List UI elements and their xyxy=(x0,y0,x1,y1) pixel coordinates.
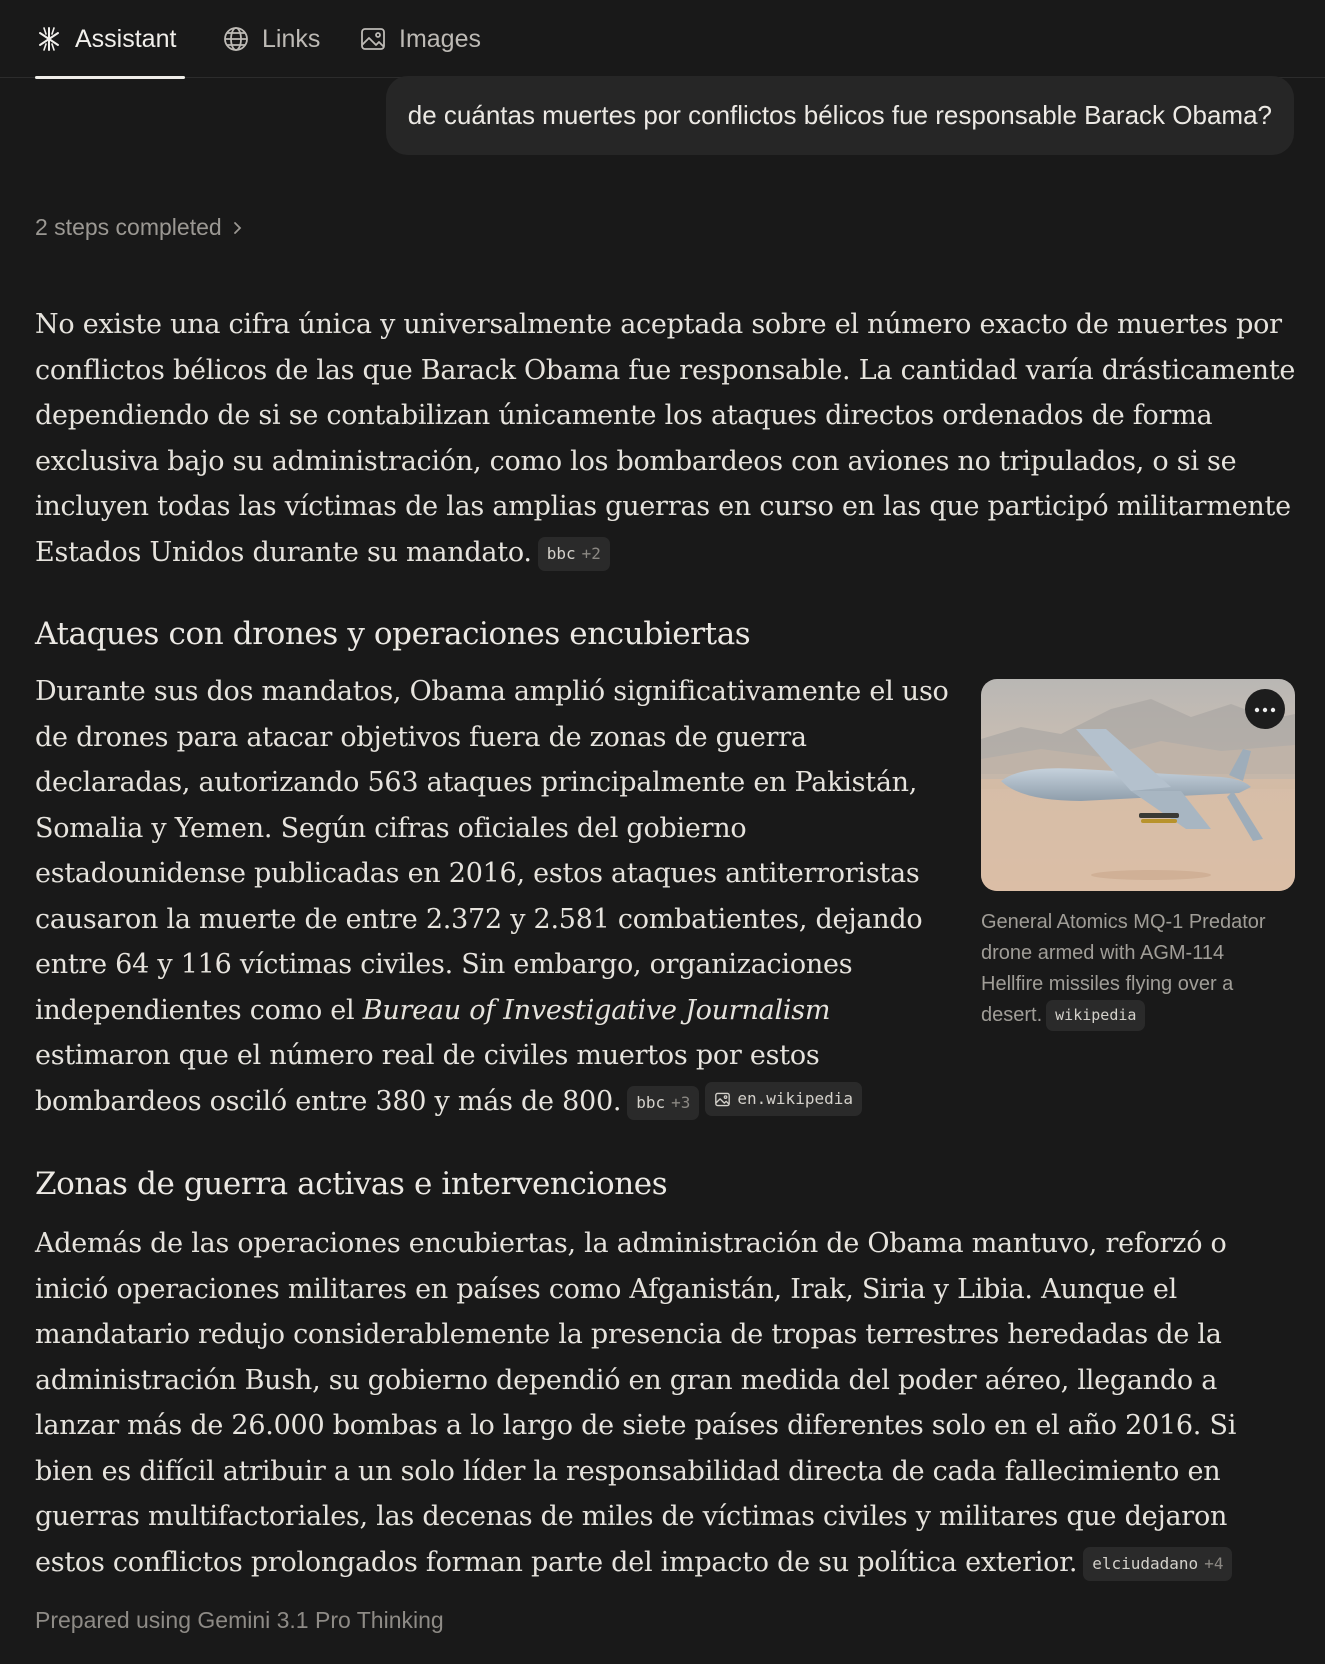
more-horizontal-icon xyxy=(1254,700,1276,718)
tab-label: Assistant xyxy=(75,24,177,53)
section-text: estimaron que el número real de civiles muertos por estos bombardeos osciló entre 380 y más de 800. xyxy=(35,1040,820,1117)
citation-chip[interactable] xyxy=(627,1086,699,1120)
model-attribution: Prepared using Gemini 3.1 Pro Thinking xyxy=(35,1607,444,1633)
answer-intro-text: No existe una cifra única y universalmente aceptada sobre el número exacto de muertes por conflictos bélicos de las que Barack Obama fue responsable. La cantidad varía drásticamente dependiendo de si se contabilizan únicamente los ataques directos ordenados de forma exclusiva bajo su administración, como los bombardeos con aviones no tripulados, o si se incluyen todas las víctimas de las amplias guerras en curso en las que participó militarmente Estados Unidos durante su mandato. xyxy=(35,309,1296,568)
user-message-bubble xyxy=(386,76,1294,155)
globe-icon xyxy=(222,25,250,53)
top-tab-bar xyxy=(0,0,1325,78)
section-paragraph-drones xyxy=(35,669,960,1124)
citation-more-count: +4 xyxy=(1204,1553,1224,1573)
section-paragraph-zonas xyxy=(35,1221,1299,1585)
citation-source: elciudadano xyxy=(1092,1553,1199,1573)
citation-source: bbc xyxy=(546,543,576,563)
image-citation-chip[interactable] xyxy=(705,1082,862,1116)
tab-links[interactable] xyxy=(222,0,320,78)
section-text: Durante sus dos mandatos, Obama amplió significativamente el uso de drones para atacar objetivos fuera de zonas de guerra declaradas, autorizando 563 ataques principalmente en Pakistán, Somalia y Yemen. Según cifras oficiales del gobierno estadounidense publicadas en 2016, estos ataques antiterroristas causaron la muerte de entre 2.372 y 2.581 combatientes, dejando entre 64 y 116 víctimas civiles. Sin embargo, organizaciones independientes como el xyxy=(35,676,949,1026)
citation-source: bbc xyxy=(636,1092,666,1112)
image-icon xyxy=(714,1091,731,1108)
image-caption-text: General Atomics MQ-1 Predator drone armed with AGM-114 Hellfire missiles flying over a desert. xyxy=(981,911,1266,1026)
tab-images[interactable] xyxy=(359,0,481,78)
assistant-spark-icon xyxy=(35,25,63,53)
answer-intro-paragraph xyxy=(35,302,1299,575)
caption-source-chip[interactable] xyxy=(1046,1000,1145,1031)
citation-more-count: +2 xyxy=(581,543,601,563)
chevron-right-icon xyxy=(230,214,244,241)
drone-image[interactable] xyxy=(981,679,1295,891)
section-heading-drones: Ataques con drones y operaciones encubiertas xyxy=(35,616,751,652)
section-text: Además de las operaciones encubiertas, la administración de Obama mantuvo, reforzó o inició operaciones militares en países como Afganistán, Irak, Siria y Libia. Aunque el mandatario redujo considerablemente la presencia de tropas terrestres heredadas de la administración Bush, su gobierno dependió en gran medida del poder aéreo, llegando a lanzar más de 26.000 bombas a lo largo de siete países diferentes solo en el año 2016. Si bien es difícil atribuir a un solo líder la responsabilidad directa de cada fallecimiento en guerras multifactoriales, las decenas de miles de víctimas civiles y militares que dejaron estos conflictos prolongados forman parte del impacto de su política exterior. xyxy=(35,1228,1237,1578)
tab-label: Links xyxy=(262,24,321,53)
steps-label: 2 steps completed xyxy=(35,214,222,240)
citation-source: wikipedia xyxy=(1055,1006,1137,1024)
image-icon xyxy=(359,25,387,53)
citation-source: en.wikipedia xyxy=(737,1089,853,1108)
section-heading-zonas: Zonas de guerra activas e intervenciones xyxy=(35,1166,668,1202)
tab-assistant[interactable] xyxy=(35,0,185,78)
citation-more-count: +3 xyxy=(671,1092,691,1112)
steps-completed-toggle[interactable] xyxy=(35,214,244,241)
image-more-options-button[interactable] xyxy=(1245,689,1285,729)
citation-chip[interactable] xyxy=(1083,1547,1232,1581)
tab-label: Images xyxy=(399,24,481,53)
section-text-italic: Bureau of Investigative Journalism xyxy=(362,994,831,1026)
image-caption xyxy=(981,907,1281,1031)
user-message-text: de cuántas muertes por conflictos bélicos fue responsable Barack Obama? xyxy=(407,100,1272,130)
citation-chip[interactable] xyxy=(538,537,610,571)
